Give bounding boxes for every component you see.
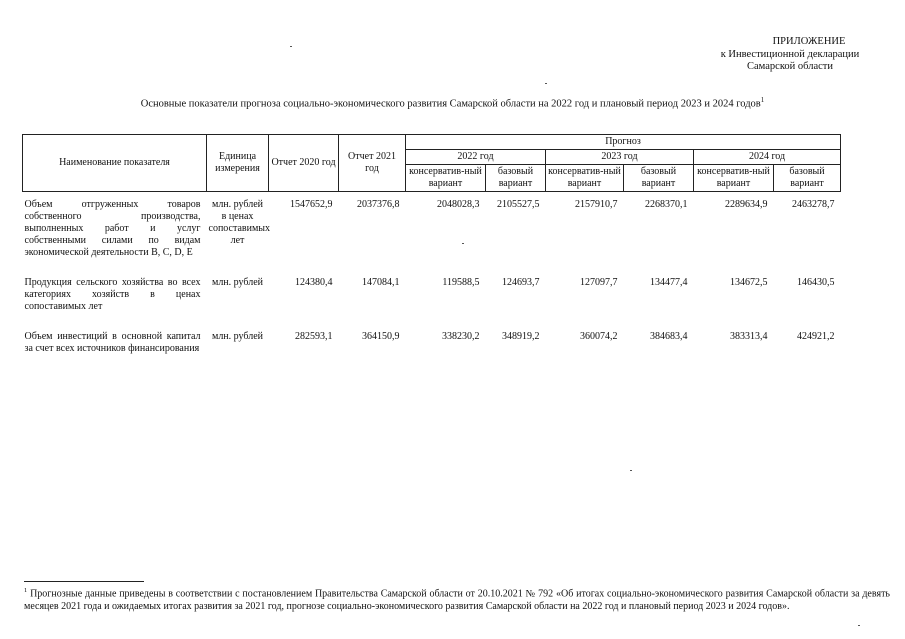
table-row (23, 192, 841, 278)
cell-2023-conservative: 360074,2 (580, 331, 618, 342)
row-unit: млн. рублей в ценах сопоставимых лет (208, 199, 271, 246)
header-indicator-name: Наименование показателя (23, 135, 207, 192)
cell-report-2020: 282593,1 (295, 331, 333, 342)
cell-2024-base: 146430,5 (797, 277, 835, 288)
header-2022-base: базовый вариант (486, 165, 546, 192)
cell-2022-base: 348919,2 (502, 331, 540, 342)
cell-2024-conservative: 134672,5 (730, 277, 768, 288)
cell-2024-base: 424921,2 (797, 331, 835, 342)
header-2023-conservative: консерватив-ный вариант (546, 165, 624, 192)
cell-2023-base: 2268370,1 (645, 199, 688, 210)
header-report-2020: Отчет 2020 год (269, 135, 339, 192)
cell-2022-base: 2105527,5 (497, 199, 540, 210)
scan-speck (858, 625, 860, 626)
row-unit: млн. рублей (211, 277, 264, 288)
cell-2024-base: 2463278,7 (792, 199, 835, 210)
cell-2023-conservative: 2157910,7 (575, 199, 618, 210)
cell-2023-base: 384683,4 (650, 331, 688, 342)
cell-2023-base: 134477,4 (650, 277, 688, 288)
cell-2022-conservative: 338230,2 (442, 331, 480, 342)
scan-speck (545, 83, 547, 84)
cell-report-2021: 2037376,8 (357, 199, 400, 210)
footnote-text: Прогнозные данные приведены в соответствии с постановлением Правительства Самарской области от 20.10.2021 № 792 «Об итогах социально-экономического развития Самарской области за девять месяцев 2021 года и ожидаемых итогах развития за 2021 год, прогнозе социально-экономического развития Самарской области на 2022 год и плановый период 2023 и 2024 годов». (24, 588, 890, 612)
header-year-2024: 2024 год (694, 150, 841, 165)
row-indicator-name: Объем отгруженных товаров собственного производства, выполненных работ и услуг собственными силами по видам экономической деятельности B, C, D, E (24, 199, 201, 258)
header-2024-conservative: консерватив-ный вариант (694, 165, 774, 192)
cell-2022-base: 124693,7 (502, 277, 540, 288)
header-2023-base: базовый вариант (624, 165, 694, 192)
scan-speck (290, 46, 292, 47)
cell-2022-conservative: 119588,5 (442, 277, 480, 288)
footnote-divider (24, 581, 144, 582)
header-forecast: Прогноз (406, 135, 841, 150)
header-year-2023: 2023 год (546, 150, 694, 165)
forecast-table (22, 134, 841, 373)
document-title (0, 96, 905, 110)
row-indicator-name: Объем инвестиций в основной капитал за счет всех источников финансирования (24, 331, 201, 354)
cell-2024-conservative: 2289634,9 (725, 199, 768, 210)
row-indicator-name: Продукция сельского хозяйства во всех категориях хозяйств в ценах сопоставимых лет (24, 277, 201, 312)
header-2022-conservative: консерватив-ный вариант (406, 165, 486, 192)
header-2024-base: базовый вариант (774, 165, 841, 192)
table-row (23, 331, 841, 373)
document-title-text: Основные показатели прогноза социально-экономического развития Самарской области на 2022 год и плановый период 2023 и 2024 годов (140, 98, 761, 110)
cell-report-2021: 364150,9 (362, 331, 400, 342)
cell-report-2020: 124380,4 (295, 277, 333, 288)
table-body (23, 192, 841, 374)
cell-2022-conservative: 2048028,3 (437, 199, 480, 210)
footnote (24, 585, 890, 613)
scan-speck (630, 470, 632, 471)
row-unit: млн. рублей (211, 331, 264, 342)
appendix-label: ПРИЛОЖЕНИЕ (772, 36, 846, 47)
appendix-region: Самарской области (747, 61, 833, 72)
header-unit: Единица измерения (207, 135, 269, 192)
table-header (23, 135, 841, 192)
title-footnote-mark: 1 (760, 96, 765, 104)
cell-2024-conservative: 383313,4 (730, 331, 768, 342)
cell-report-2021: 147084,1 (362, 277, 400, 288)
appendix-declaration: к Инвестиционной декларации (720, 48, 860, 60)
table-row (23, 277, 841, 331)
header-report-2021: Отчет 2021 год (339, 135, 406, 192)
appendix-block (690, 36, 890, 74)
footnote-mark: 1 (24, 587, 28, 594)
cell-2023-conservative: 127097,7 (580, 277, 618, 288)
cell-report-2020: 1547652,9 (290, 199, 333, 210)
header-year-2022: 2022 год (406, 150, 546, 165)
scan-speck (462, 243, 464, 244)
